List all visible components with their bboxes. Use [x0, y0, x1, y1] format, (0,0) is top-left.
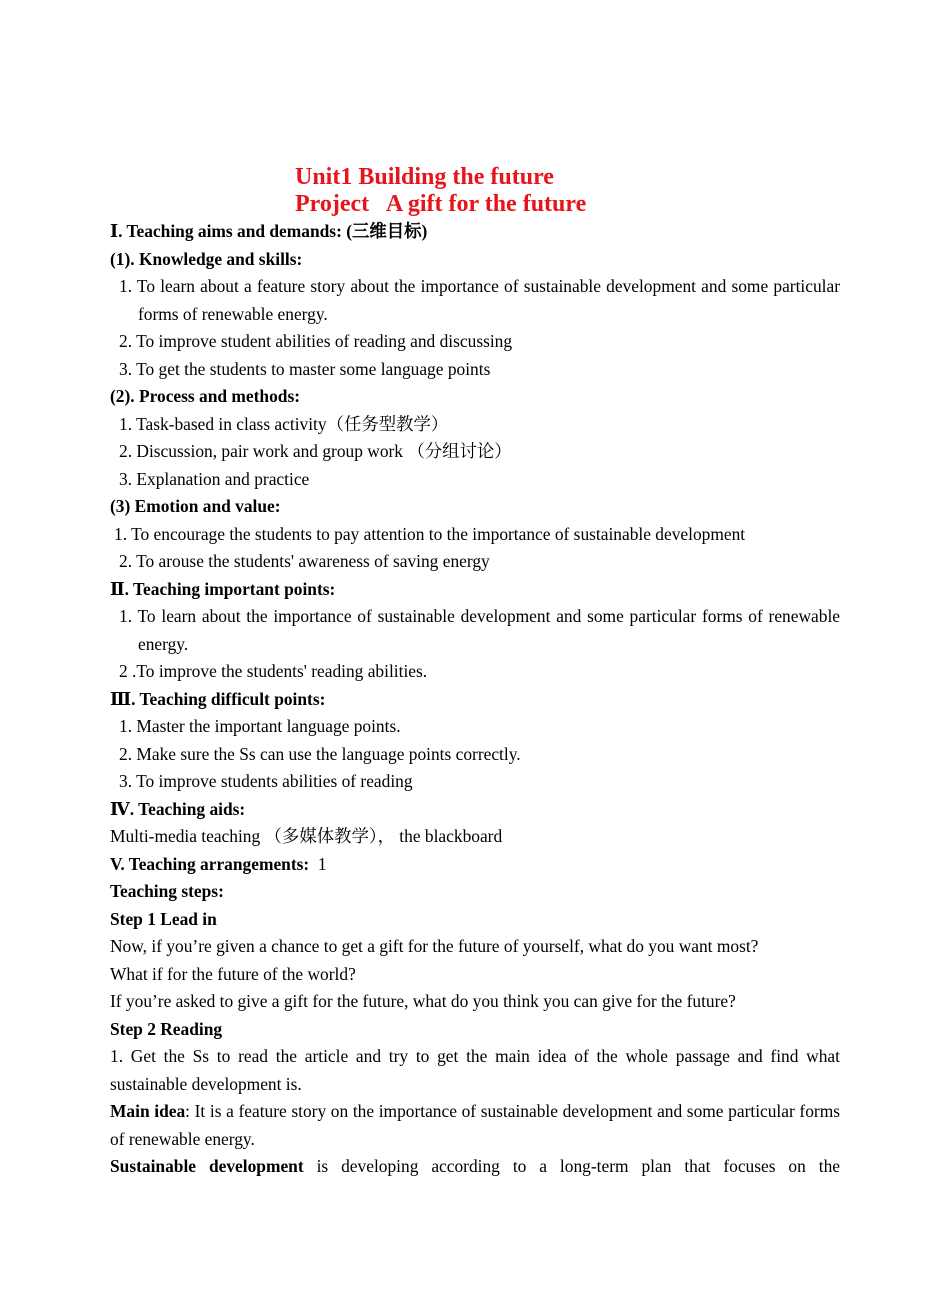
sustainable-development-label: Sustainable development	[110, 1156, 304, 1176]
sustainable-development-paragraph	[110, 1153, 840, 1181]
emotion-item-2: 2. To arouse the students' awareness of saving energy	[119, 551, 490, 571]
step-1-heading: Step 1 Lead in	[110, 908, 217, 929]
process-item-2: 2. Discussion, pair work and group work （分组讨论）	[119, 441, 512, 461]
section-1-heading: Ⅰ. Teaching aims and demands: (三维目标)	[110, 221, 428, 241]
step-2-heading: Step 2 Reading	[110, 1018, 223, 1039]
difficult-item-3: 3. To improve students abilities of reading	[119, 771, 413, 791]
emotion-heading: (3) Emotion and value:	[110, 496, 281, 516]
main-idea-paragraph	[110, 1098, 840, 1153]
main-idea-label: Main idea	[110, 1101, 186, 1121]
document-title-line-1: Unit1 Building the future	[295, 164, 554, 190]
step-2-item-1: 1. Get the Ss to read the article and try to get the main idea of the whole passage and find what sustainable development is.	[110, 1046, 840, 1094]
important-item-2: 2 .To improve the students' reading abilities.	[119, 661, 428, 681]
section-5-value: 1	[317, 853, 327, 874]
knowledge-item-2: 2. To improve student abilities of reading and discussing	[119, 331, 513, 351]
section-5-heading: V. Teaching arrangements:	[110, 853, 310, 874]
sustainable-development-text: is developing according to a long-term plan that focuses on the	[303, 1156, 841, 1176]
document-title-line-2: Project A gift for the future	[295, 191, 587, 217]
process-heading: (2). Process and methods:	[110, 386, 300, 406]
important-item-1: 1. To learn about the importance of sustainable development and some particular forms of renewable energy.	[119, 606, 840, 654]
step-1-line-3: If you’re asked to give a gift for the future, what do you think you can give for the future?	[110, 991, 736, 1011]
section-4-heading: Ⅳ. Teaching aids:	[110, 798, 246, 819]
main-idea-text: : It is a feature story on the importance of sustainable development and some particular forms of renewable energy.	[110, 1101, 840, 1149]
section-5-line	[110, 851, 840, 879]
knowledge-item-1: 1. To learn about a feature story about the importance of sustainable development and some particular forms of renewable energy.	[119, 276, 840, 324]
teaching-steps-heading: Teaching steps:	[110, 881, 224, 901]
emotion-item-1: 1. To encourage the students to pay attention to the importance of sustainable development	[114, 523, 746, 544]
document-page	[110, 164, 840, 1181]
knowledge-item-3: 3. To get the students to master some language points	[119, 358, 491, 379]
section-2-heading: Ⅱ. Teaching important points:	[110, 578, 336, 599]
process-item-1: 1. Task-based in class activity（任务型教学）	[119, 413, 449, 434]
difficult-item-1: 1. Master the important language points.	[119, 716, 401, 736]
knowledge-heading: (1). Knowledge and skills:	[110, 248, 303, 269]
step-1-line-1: Now, if you’re given a chance to get a gift for the future of yourself, what do you want most?	[110, 936, 759, 956]
step-1-line-2: What if for the future of the world?	[110, 963, 356, 984]
difficult-item-2: 2. Make sure the Ss can use the language points correctly.	[119, 743, 521, 764]
section-3-heading: Ⅲ. Teaching difficult points:	[110, 688, 326, 709]
teaching-aids-text: Multi-media teaching （多媒体教学）， the blackboard	[110, 826, 503, 846]
process-item-3: 3. Explanation and practice	[119, 468, 310, 489]
